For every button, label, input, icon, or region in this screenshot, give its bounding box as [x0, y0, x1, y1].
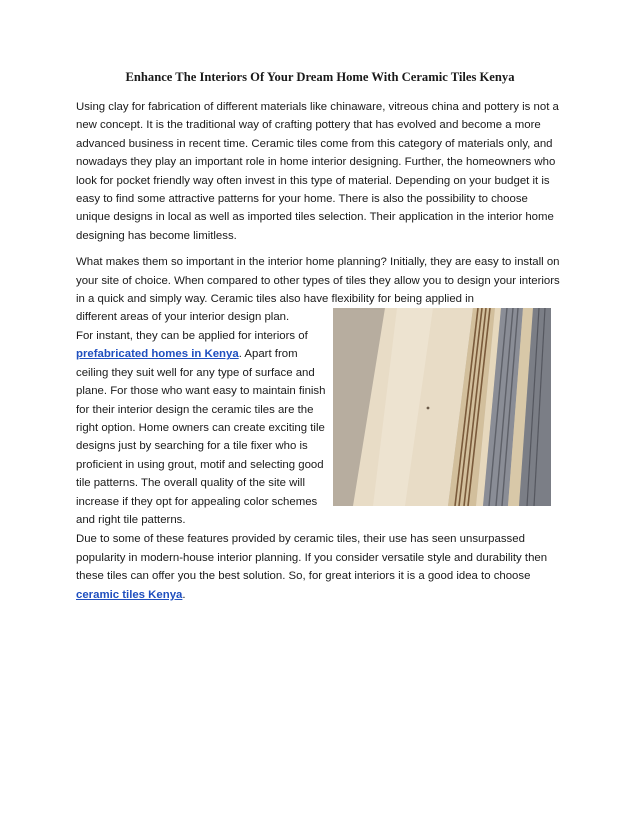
ceramic-tiles-photo [333, 308, 551, 506]
text-image-wrap [76, 308, 564, 530]
wrapped-text-column [76, 308, 326, 529]
paragraph-4 [76, 530, 564, 604]
paragraph-3-start: For instant, they can be applied for interiors of [76, 329, 308, 342]
paragraph-3 [76, 327, 326, 529]
paragraph-2-continued: different areas of your interior design plan. [76, 311, 290, 324]
paragraph-3-end: . Apart from ceiling they suit well for any type of surface and plane. For those who want easy to maintain finish for their interior design the ceramic tiles are the right option. Home owners can create exciting tile designs just by searching for a tile fixer who is proficient in using grout, motif and selecting good tile patterns. The overall quality of the site will increase if they opt for appealing color schemes and right tile patterns. [76, 348, 326, 526]
paragraph-4-start: Due to some of these features provided by ceramic tiles, their use has seen unsurpassed popularity in modern-house interior planning. If you consider versatile style and durability then these tiles can offer you the best solution. So, for great interiors it is a good idea to choose [76, 533, 548, 583]
ceramic-tiles-kenya-link[interactable]: ceramic tiles Kenya [76, 588, 183, 601]
document-title: Enhance The Interiors Of Your Dream Home With Ceramic Tiles Kenya [125, 70, 515, 84]
document-page [76, 68, 564, 612]
ceramic-tiles-illustration [333, 308, 551, 506]
paragraph-1: Using clay for fabrication of different materials like chinaware, vitreous china and pottery is not a new concept. It is the traditional way of crafting pottery that has evolved and become a more advanced business in recent time. Ceramic tiles come from this category of materials only, and nowadays they play an important role in home interior designing. Further, the homeowners who look for pocket friendly way often invest in this type of material. Depending on your budget it is easy to find some attractive patterns for your home. There is also the possibility to choose unique designs in local as well as imported tiles selection. Their application in the interior home designing has become limitless. [76, 101, 559, 242]
prefabricated-homes-link[interactable]: prefabricated homes in Kenya [76, 348, 239, 361]
paragraph-2: What makes them so important in the interior home planning? Initially, they are easy to install on your site of choice. When compared to other types of tiles they allow you to design your interiors in a quick and simply way. Ceramic tiles also have flexibility for being applied in [76, 256, 560, 306]
paragraph-4-end: . [182, 588, 186, 601]
